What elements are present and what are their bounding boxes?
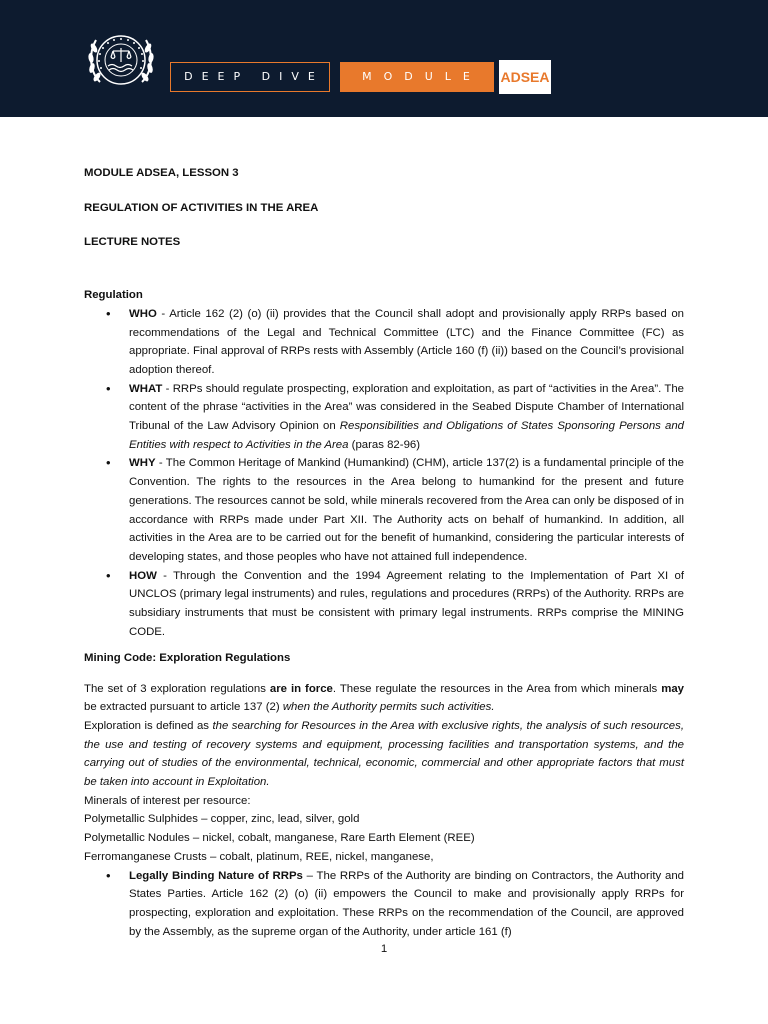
regulation-list <box>84 305 684 642</box>
what-text-b: (paras 82-96) <box>348 438 421 451</box>
who-text: - Article 162 (2) (o) (ii) provides that the Council shall adopt and provisionally apply RRPs based on recommendations of the Legal and Technical Committee (LTC) and the Finance Committee (FC) as appropriate. Final approval of RRPs rests with Assembly (Article 160 (f) (ii)) based on the Council’s provisional adoption thereof. <box>129 307 684 376</box>
p2-italic: the searching for Resources in the Area with exclusive rights, the analysis of such resources, the use and testing of recovery systems and equipment, processing facilities and transportation systems, and the carrying out of studies of the environmental, technical, economic, commercial and other appropriate factors that must be taken into account in Exploitation. <box>84 719 684 789</box>
mineral-crusts: Ferromanganese Crusts – cobalt, platinum, REE, nickel, manganese, <box>84 850 434 863</box>
list-item-how <box>84 567 684 642</box>
who-label: WHO <box>129 307 157 320</box>
p1-b: . These regulate the resources in the Area from which minerals <box>332 682 662 695</box>
legal-label: Legally Binding Nature of RRPs <box>129 869 303 882</box>
mineral-nodules: Polymetallic Nodules – nickel, cobalt, manganese, Rare Earth Element (REE) <box>84 832 475 845</box>
regulation-heading: REGULATION OF ACTIVITIES IN THE AREA <box>84 201 319 214</box>
page-number: 1 <box>380 943 388 955</box>
p1-bold-may: may <box>661 682 685 695</box>
mining-code-title: Mining Code: Exploration Regulations <box>84 652 291 665</box>
p2-a: Exploration is defined as <box>84 719 213 732</box>
isa-emblem-icon <box>86 24 156 96</box>
list-item-why <box>84 454 684 566</box>
list-item-legal <box>84 867 684 942</box>
p1-a: The set of 3 exploration regulations <box>84 682 270 695</box>
what-label: WHAT <box>129 382 163 395</box>
regulation-section-title: Regulation <box>84 289 143 302</box>
document-body <box>84 164 684 941</box>
module-tag: MODULE <box>340 62 494 92</box>
legal-text: – The RRPs of the Authority are binding on Contractors, the Authority and States Parties. Article 162 (2) (o) (ii) empowers the Council to make and provisionally apply RRPs for prospecting, exploration and exploitation. These RRPs on the recommendation of the Council, are approved by the Assembly, as the supreme organ of the Authority, under article 161 (f) <box>129 869 684 938</box>
p1-italic: when the Authority permits such activities. <box>282 701 495 714</box>
exploration-regulations-paragraph <box>84 680 684 717</box>
p1-c: be extracted pursuant to article 137 (2) <box>84 701 283 714</box>
list-item-who <box>84 305 684 380</box>
legal-nature-list <box>84 867 684 942</box>
why-label: WHY <box>129 457 156 470</box>
how-label: HOW <box>129 569 157 582</box>
lesson-heading: MODULE ADSEA, LESSON 3 <box>84 167 239 179</box>
what-text-italic: Responsibilities and Obligations of States Sponsoring Persons and Entities with respect to Activities in the Area <box>129 420 684 451</box>
list-item-what <box>84 380 684 455</box>
adsea-tag: ADSEA <box>499 60 551 94</box>
p1-bold-in-force: are in force <box>269 682 333 695</box>
why-text: - The Common Heritage of Mankind (Humankind) (CHM), article 137(2) is a fundamental principle of the Convention. The rights to the resources in the Area belong to humankind for the present and future generations. The resources cannot be sold, while minerals recovered from the Area can only be disposed of in accordance with RRPs made under Part XII. The Authority acts on behalf of humankind. In addition, all activities in the Area are to be carried out for the benefit of humankind, considering the particular interests of developing states, and those peoples who have not attained full independence. <box>129 457 684 563</box>
minerals-intro: Minerals of interest per resource: <box>84 794 251 807</box>
what-text-a: - RRPs should regulate prospecting, exploration and exploitation, as part of “activities in the Area”. The content of the phrase “activities in the Area” was considered in the Seabed Dispute Chamber of International Tribunal of the Law Advisory Opinion on <box>129 382 684 433</box>
how-text: - Through the Convention and the 1994 Agreement relating to the Implementation of Part XI of UNCLOS (primary legal instruments) and rules, regulations and procedures (RRPs) of the Authority. RRPs are subsidiary instruments that must be consistent with primary legal instruments. RRPs comprise the MINING CODE. <box>129 569 684 638</box>
lecture-notes-heading: LECTURE NOTES <box>84 236 181 249</box>
mineral-sulphides: Polymetallic Sulphides – copper, zinc, lead, silver, gold <box>84 813 360 826</box>
exploration-definition-paragraph <box>84 717 684 792</box>
deep-dive-tag: DEEP DIVE <box>170 62 330 92</box>
page-header <box>0 0 768 117</box>
